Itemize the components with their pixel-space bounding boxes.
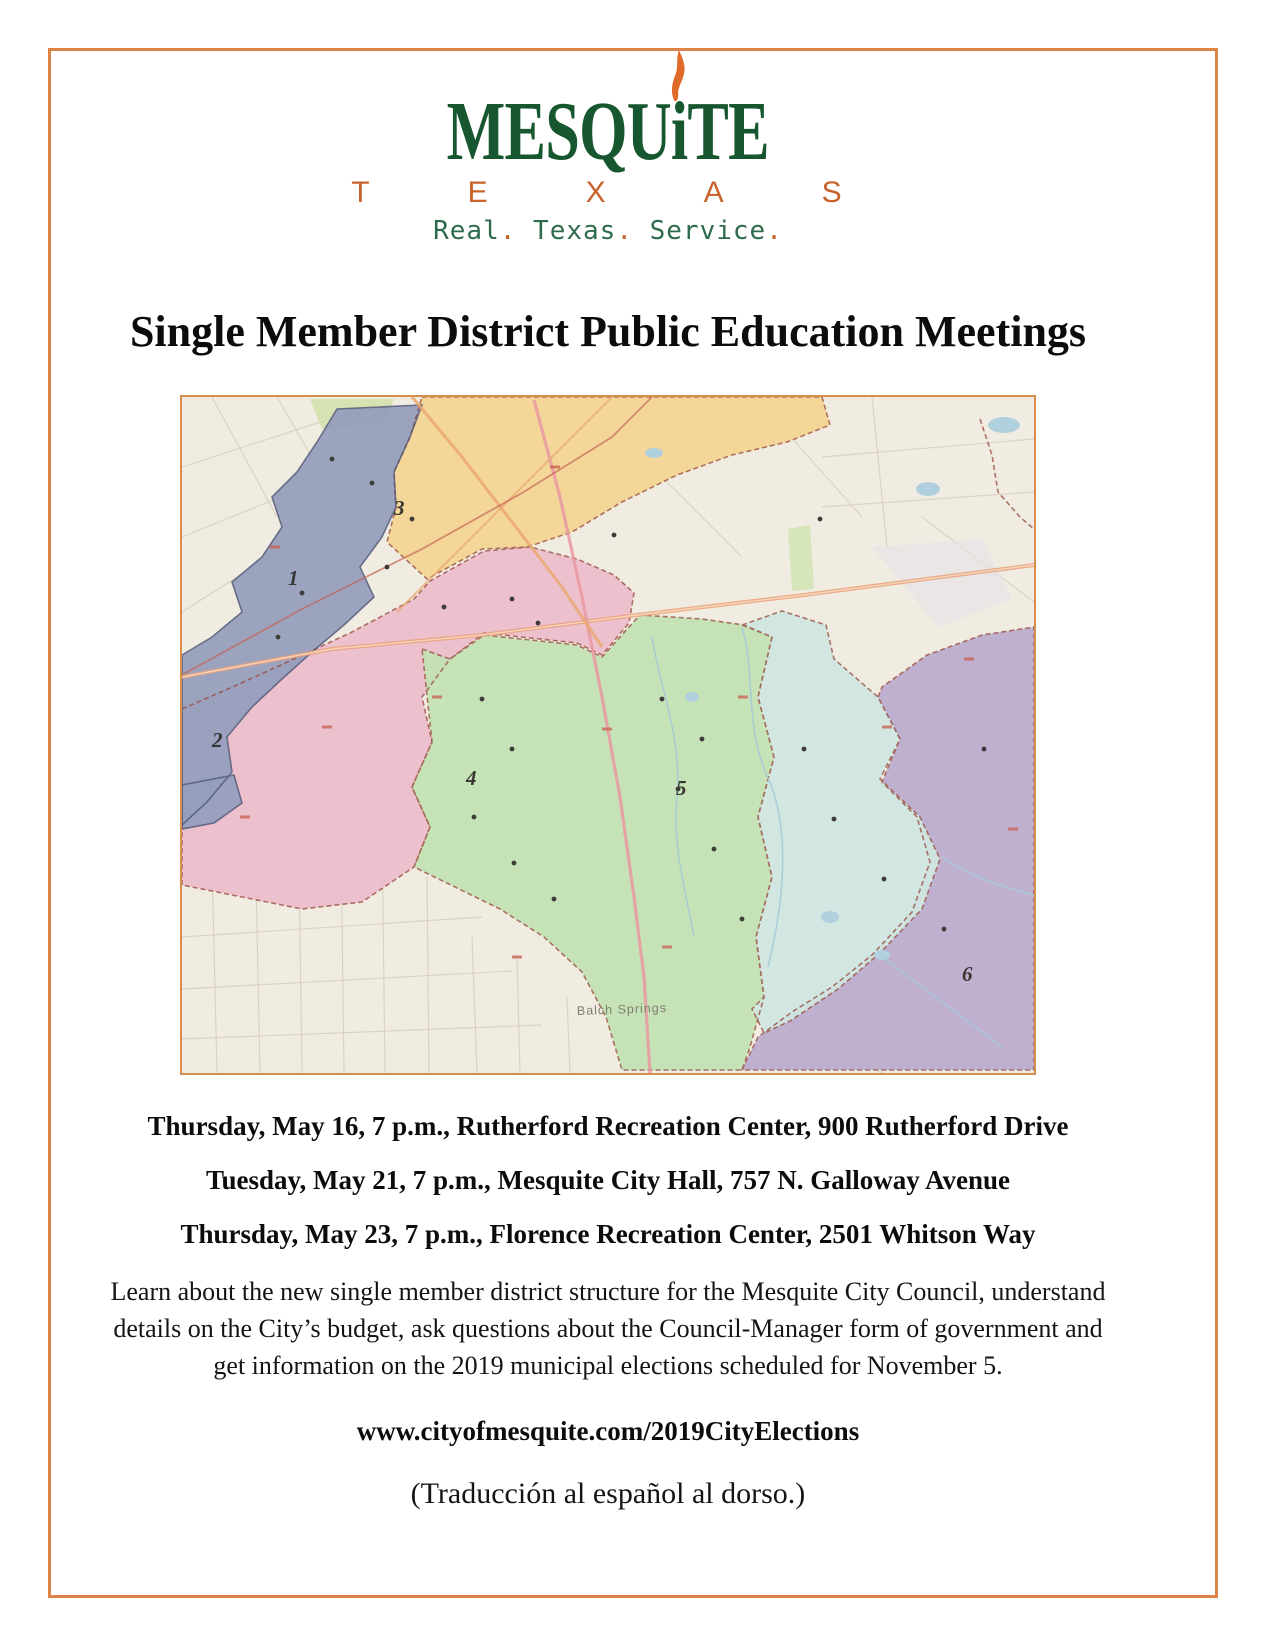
page-title: Single Member District Public Education Meetings <box>129 307 1087 356</box>
district-6-label: 6 <box>962 962 973 986</box>
tagline-period: . <box>499 216 534 246</box>
meeting-line-2: Tuesday, May 21, 7 p.m., Mesquite City Hall, 757 N. Galloway Avenue <box>205 1165 1011 1195</box>
flame-icon <box>668 50 687 102</box>
district-map <box>180 395 1036 1075</box>
photo-tint-overlay <box>182 397 1034 1073</box>
meeting-line-3: Thursday, May 23, 7 p.m., Florence Recreation Center, 2501 Whitson Way <box>180 1219 1036 1249</box>
body-line-1: Learn about the new single member district structure for the Mesquite City Council, understand <box>110 1277 1106 1306</box>
tagline-word: Service <box>649 216 767 246</box>
place-label-balch-springs: Balch Springs <box>576 1000 668 1018</box>
website-url[interactable]: www.cityofmesquite.com/2019CityElections <box>356 1416 860 1446</box>
meeting-line-1: Thursday, May 16, 7 p.m., Rutherford Recreation Center, 900 Rutherford Drive <box>147 1111 1069 1141</box>
logo-wordmark <box>446 85 770 178</box>
tagline-period: . <box>616 216 650 246</box>
body-paragraph <box>48 1273 1168 1384</box>
body-line-2: details on the City’s budget, ask questions about the Council-Manager form of government and <box>113 1314 1103 1343</box>
body-line-3: get information on the 2019 municipal elections scheduled for November 5. <box>213 1351 1003 1380</box>
logo-wordmark-pre: MESQU <box>446 85 672 178</box>
city-logo <box>48 85 1168 246</box>
district-1-label: 1 <box>288 566 299 590</box>
district-map-svg <box>182 397 1034 1073</box>
logo-tagline <box>48 218 1168 244</box>
tagline-period: . <box>766 216 783 246</box>
logo-wordmark-post: TE <box>687 85 770 178</box>
district-3-label: 3 <box>394 496 405 520</box>
tagline-word: Texas <box>533 216 617 246</box>
district-5-label: 5 <box>676 776 687 800</box>
logo-state-line: T E X A S <box>351 176 888 209</box>
district-4-label: 4 <box>466 766 477 790</box>
flyer-content <box>48 48 1168 1511</box>
tagline-word: Real <box>433 216 500 246</box>
district-2-label: 2 <box>212 728 223 752</box>
translation-note: (Traducción al español al dorso.) <box>410 1477 806 1510</box>
meeting-list <box>48 1111 1168 1250</box>
logo-letter-i: i <box>671 90 688 174</box>
